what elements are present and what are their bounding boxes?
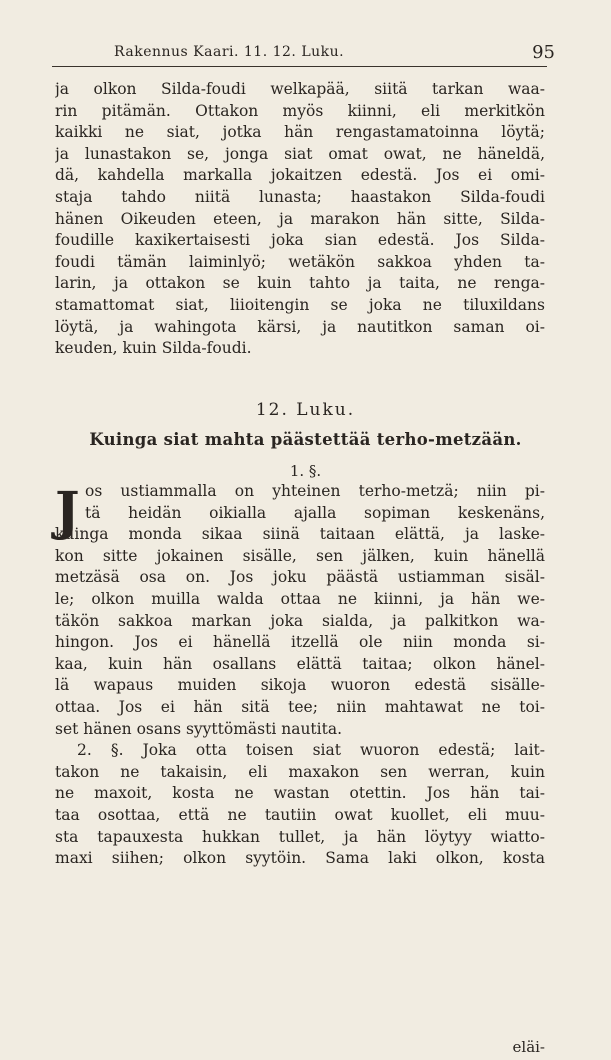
text-line: kuinga monda sikaa siinä taitaan elättä, ja laske- — [55, 525, 545, 544]
section-number: 1. §. — [289, 462, 322, 480]
running-title: Rakennus Kaari. 11. 12. Luku. — [114, 44, 345, 60]
text-line: dä, kahdella markalla jokaitzen edestä. Jos ei omi- — [55, 166, 545, 185]
text-line: foudille kaxikertaisesti joka sian edestä. Jos Silda- — [55, 231, 545, 250]
paragraph-continued — [55, 79, 545, 360]
text-line: täkön sakkoa markan joka sialda, ja palkitkon wa- — [55, 611, 545, 630]
catchword: eläi- — [512, 1038, 545, 1056]
drop-capital: J — [55, 481, 80, 542]
text-line: ja lunastakon se, jonga siat omat owat, ne häneldä, — [55, 144, 545, 163]
chapter-title: Kuinga siat mahta päästettää terho-metzään. — [89, 430, 522, 449]
text-line: le; olkon muilla walda ottaa ne kiinni, ja hän we- — [55, 589, 545, 608]
text-line: set hänen osans syyttömästi nautita. — [55, 719, 343, 738]
text-line: ottaa. Jos ei hän sitä tee; niin mahtawat ne toi- — [55, 697, 545, 716]
text-line: tä heidän oikialla ajalla sopiman keskenäns, — [85, 503, 545, 522]
text-line: foudi tämän laiminlyö; wetäkön sakkoa yhden ta- — [55, 252, 545, 271]
text-line: kaikki ne siat, jotka hän rengastamatoinna löytä; — [55, 123, 545, 142]
text-line: larin, ja ottakon se kuin tahto ja taita, ne renga- — [55, 274, 545, 293]
page-number: 95 — [532, 42, 555, 63]
text-line: takon ne takaisin, eli maxakon sen werran, kuin — [55, 762, 545, 781]
text-line: os ustiammalla on yhteinen terho-metzä; niin pi- — [85, 482, 545, 500]
text-line: kon sitte jokainen sisälle, sen jälken, kuin hänellä — [55, 546, 545, 565]
text-line: löytä, ja wahingota kärsi, ja nautitkon saman oi- — [55, 317, 545, 336]
text-line: maxi siihen; olkon syytöin. Sama laki olkon, kosta — [55, 849, 545, 868]
text-line: hänen Oikeuden eteen, ja marakon hän sitte, Silda- — [55, 209, 545, 228]
text-line: keuden, kuin Silda-foudi. — [55, 339, 252, 358]
text-line: metzäsä osa on. Jos joku päästä ustiamman sisäl- — [55, 568, 545, 587]
text-line: ja olkon Silda-foudi welkapää, siitä tarkan waa- — [55, 80, 545, 98]
text-line: sta tapauxesta hukkan tullet, ja hän löytyy wiatto- — [55, 827, 545, 846]
text-line: ne maxoit, kosta ne wastan otettin. Jos hän tai- — [55, 784, 545, 803]
chapter-body — [55, 481, 545, 870]
text-line: lä wapaus muiden sikoja wuoron edestä sisälle- — [55, 676, 545, 695]
text-line: kaa, kuin hän osallans elättä taitaa; olkon hänel- — [55, 654, 545, 673]
text-line: 2. §. Joka otta toisen siat wuoron edestä; lait- — [77, 741, 545, 760]
text-line: rin pitämän. Ottakon myös kiinni, eli merkitkön — [55, 101, 545, 120]
running-head — [52, 40, 555, 67]
chapter-number: 12. Luku. — [255, 400, 356, 420]
text-line: hingon. Jos ei hänellä itzellä ole niin monda si- — [55, 633, 545, 652]
text-line: staja tahdo niitä lunasta; haastakon Silda-foudi — [55, 187, 545, 206]
text-line: taa osottaa, että ne tautiin owat kuollet, eli muu- — [55, 805, 545, 824]
text-line: stamattomat siat, liioitengin se joka ne tiluxildans — [55, 295, 545, 314]
